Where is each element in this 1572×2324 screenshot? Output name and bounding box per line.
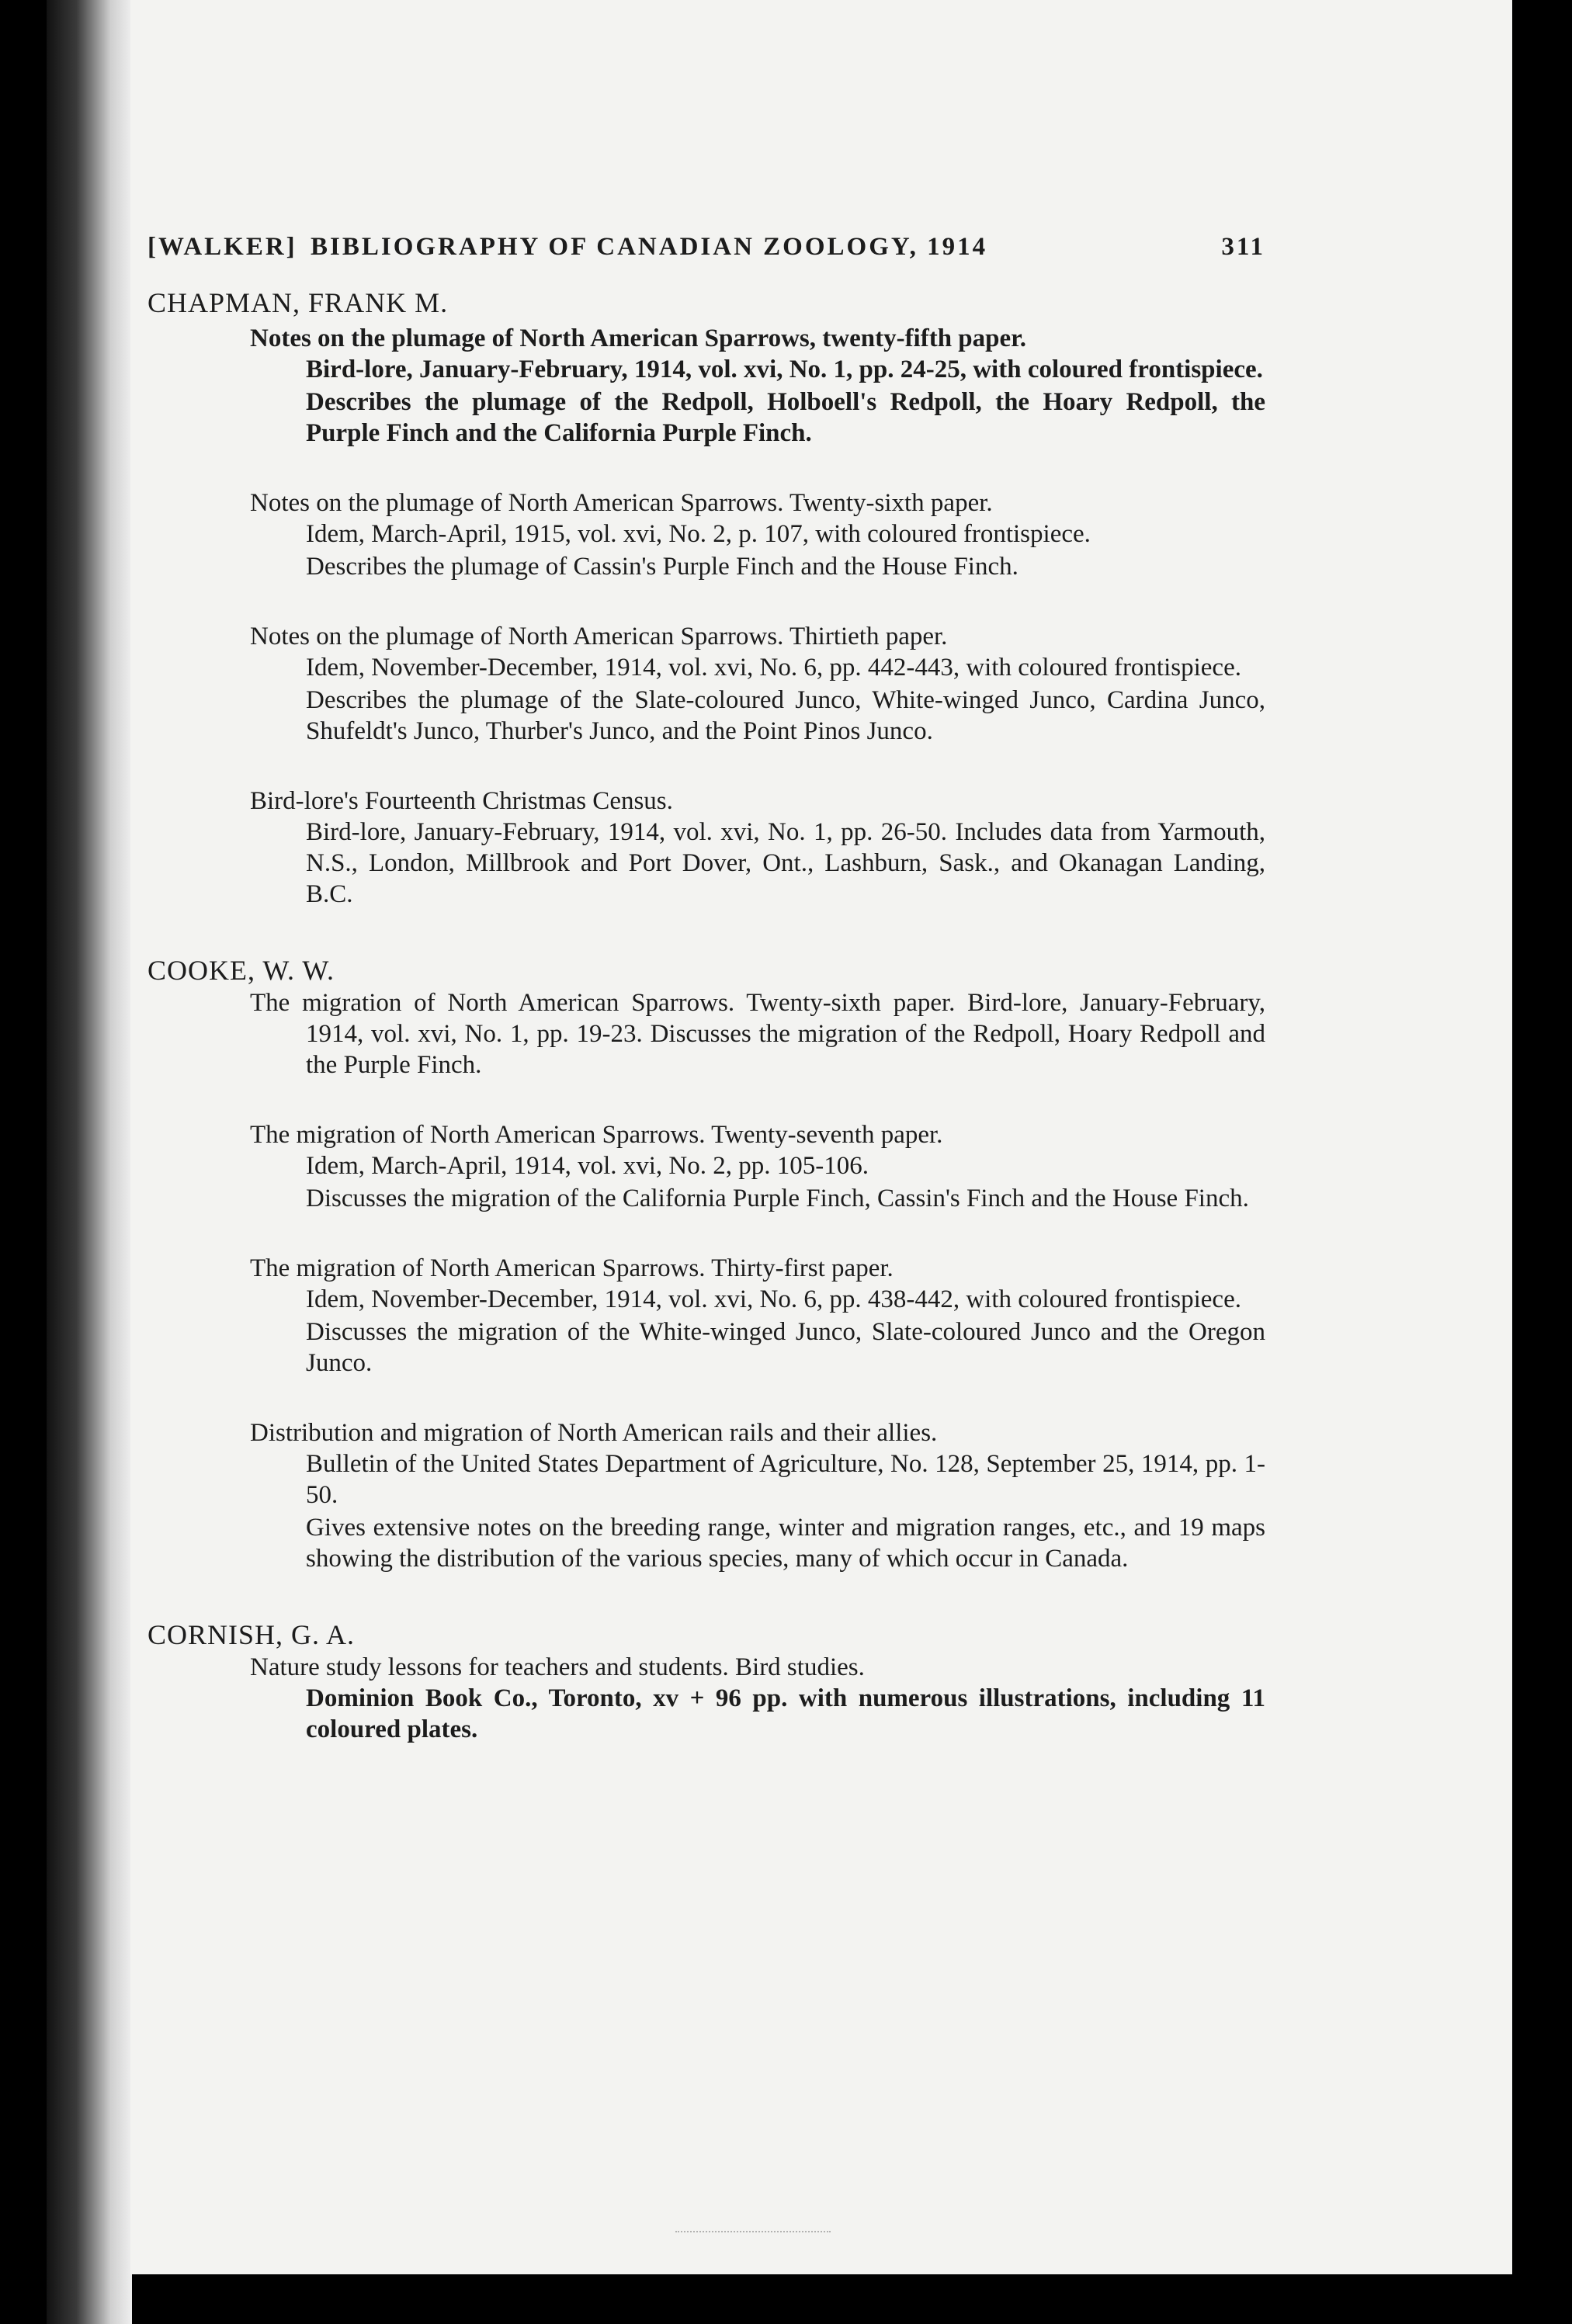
entry-citation: Idem, March-April, 1915, vol. xvi, No. 2, p. 107, with coloured frontispiece.	[306, 520, 1091, 548]
entry-title: Notes on the plumage of North American Sparrows, twenty-fifth paper.	[250, 324, 1027, 352]
bibliography-entry	[147, 1417, 1265, 1574]
bibliography-content	[147, 286, 1265, 1788]
page-number: 311	[1221, 233, 1265, 261]
entry-citation: Bird-lore, January-February, 1914, vol. xvi, No. 1, pp. 24-25, with coloured frontispiece.	[306, 356, 1263, 383]
entry-citation: Idem, March-April, 1914, vol. xvi, No. 2, pp. 105-106.	[306, 1152, 869, 1180]
running-head	[147, 233, 1265, 272]
bibliography-entry	[147, 1119, 1265, 1214]
bibliography-entry	[147, 323, 1265, 449]
book-spine-shadow	[47, 0, 132, 2324]
entry-description: Describes the plumage of the Slate-coloured Junco, White-winged Junco, Cardina Junco, Shufeldt's Junco, Thurber's Junco, and the Point Pinos Junco.	[306, 686, 1265, 745]
author-name: CHAPMAN, FRANK M.	[147, 287, 449, 318]
entry-title: Notes on the plumage of North American Sparrows. Twenty-sixth paper.	[250, 489, 993, 517]
entry-title: The migration of North American Sparrows. Thirty-first paper.	[250, 1254, 894, 1282]
entry-citation: Idem, November-December, 1914, vol. xvi, No. 6, pp. 438-442, with coloured frontispiece.	[306, 1285, 1241, 1313]
entry-title: The migration of North American Sparrows. Twenty-sixth paper. Bird-lore, January-February, 1914, vol. xvi, No. 1, pp. 19-23. Discusses the migration of the Redpoll, Hoary Redpoll and the Purple Finch.	[250, 989, 1265, 1079]
entry-citation: Idem, November-December, 1914, vol. xvi, No. 6, pp. 442-443, with coloured frontispiece.	[306, 654, 1241, 682]
bibliography-entry	[147, 1253, 1265, 1379]
bibliography-entry	[147, 786, 1265, 910]
entry-citation: Bulletin of the United States Department of Agriculture, No. 128, September 25, 1914, pp. 1-50.	[306, 1450, 1265, 1509]
entry-title: The migration of North American Sparrows. Twenty-seventh paper.	[250, 1121, 943, 1149]
entry-description: Describes the plumage of Cassin's Purple Finch and the House Finch.	[306, 553, 1019, 581]
author-block-cornish	[147, 1618, 1265, 1745]
entry-citation: Bird-lore, January-February, 1914, vol. xvi, No. 1, pp. 26-50. Includes data from Yarmouth, N.S., London, Millbrook and Port Dover, Ont., Lashburn, Sask., and Okanagan Landing, B.C.	[306, 818, 1265, 908]
running-head-title: BIBLIOGRAPHY OF CANADIAN ZOOLOGY, 1914	[311, 233, 988, 261]
entry-description: Gives extensive notes on the breeding range, winter and migration ranges, etc., and 19 maps showing the distribution of the various species, many of which occur in Canada.	[306, 1514, 1265, 1573]
author-block-cooke	[147, 953, 1265, 1574]
entry-title: Distribution and migration of North American rails and their allies.	[250, 1419, 938, 1447]
print-speck	[675, 2220, 831, 2232]
entry-title: Nature study lessons for teachers and students. Bird studies.	[250, 1653, 865, 1681]
entry-title: Notes on the plumage of North American Sparrows. Thirtieth paper.	[250, 623, 948, 650]
bibliography-entry	[147, 621, 1265, 747]
entry-description: Describes the plumage of the Redpoll, Holboell's Redpoll, the Hoary Redpoll, the Purple Finch and the California Purple Finch.	[306, 388, 1265, 447]
running-head-author: [WALKER]	[147, 233, 297, 261]
entry-description: Discusses the migration of the White-winged Junco, Slate-coloured Junco and the Oregon Junco.	[306, 1318, 1265, 1377]
bibliography-entry	[147, 487, 1265, 582]
author-name: CORNISH, G. A.	[147, 1619, 356, 1650]
author-block-chapman	[147, 286, 1265, 910]
entry-citation: Dominion Book Co., Toronto, xv + 96 pp. with numerous illustrations, including 11 coloured plates.	[306, 1684, 1265, 1743]
entry-description: Discusses the migration of the California Purple Finch, Cassin's Finch and the House Finch.	[306, 1185, 1249, 1212]
author-name: COOKE, W. W.	[147, 955, 335, 986]
bibliography-entry	[147, 1652, 1265, 1745]
entry-title: Bird-lore's Fourteenth Christmas Census.	[250, 787, 673, 815]
bibliography-entry	[147, 987, 1265, 1080]
